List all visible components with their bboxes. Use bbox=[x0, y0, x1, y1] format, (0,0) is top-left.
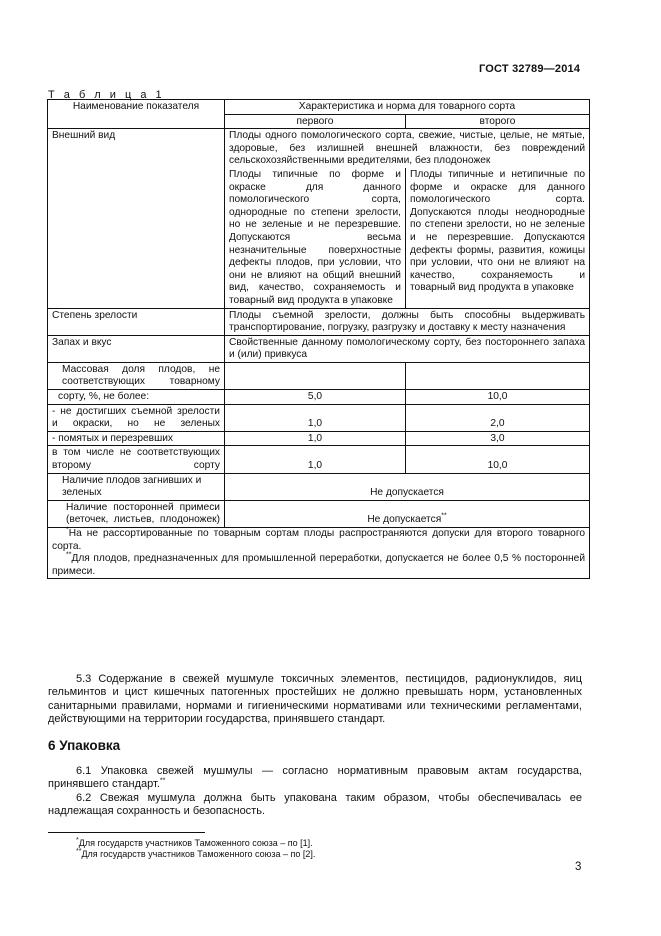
note-1-mark: * bbox=[66, 526, 69, 534]
appearance-second: Плоды типичные и нетипичные по форме и окраске для данного помологического сорта. Допускаются плоды неоднородные по степени зрелости, но не зеленые и не перезревшие. Допускаются дефекты формы, развития, кожицы при условии, что они не влияют на качество, сохраняемость и товарный вид продукта в упаковке bbox=[406, 168, 590, 308]
footnote-2-mark: ** bbox=[76, 848, 82, 855]
paragraph-5-3 bbox=[48, 673, 582, 727]
requirements-table bbox=[47, 99, 590, 579]
table-caption: Т а б л и ц а 1 bbox=[48, 89, 165, 101]
mass-fraction-label-line1: Массовая доля плодов, не соответствующих товарному bbox=[62, 363, 220, 388]
paragraph-6-2 bbox=[48, 792, 582, 819]
footnote-2-text: Для государств участников Таможенного союза – по [2]. bbox=[81, 849, 316, 859]
ripeness-value: Плоды съемной зрелости, должны быть способны выдерживать транспортирование, погрузку, разгрузку и доставку к месту назначения bbox=[225, 308, 590, 335]
table-note-2 bbox=[52, 553, 585, 578]
table-row bbox=[48, 446, 590, 473]
header-first-grade: первого bbox=[225, 114, 406, 129]
header-indicator: Наименование показателя bbox=[48, 100, 225, 129]
appearance-common: Плоды одного помологического сорта, свежие, чистые, целые, не мятые, здоровые, без излишней внешней влажности, без повреждений сельскохозяйственными вредителями, без плодоножек bbox=[225, 129, 590, 168]
table-row bbox=[48, 362, 590, 389]
table-note-1 bbox=[52, 528, 585, 553]
note-1-text: На не рассортированные по товарным сортам плоды распространяются допуски для второго товарного сорта. bbox=[52, 528, 586, 552]
table-row bbox=[48, 335, 590, 362]
mass-fraction-first: 5,0 bbox=[225, 390, 406, 405]
impurity-footnote-mark: ** bbox=[441, 513, 447, 521]
footnote-1-mark: * bbox=[76, 837, 79, 844]
mass-fraction-label-line2: сорту, %, не более: bbox=[48, 390, 225, 405]
row-label-immature: - не достигших съемной зрелости и окраски, но не зеленых bbox=[48, 404, 225, 431]
row-label-ripeness: Степень зрелости bbox=[48, 308, 225, 335]
empty-cell bbox=[406, 362, 590, 389]
paragraph-6-2-text: 6.2 Свежая мушмула должна быть упакована таким образом, чтобы обеспечивалась ее надлежащая сохранность и безопасность. bbox=[48, 792, 582, 818]
page-number: 3 bbox=[575, 861, 582, 873]
footnote-separator bbox=[48, 832, 205, 833]
table-row bbox=[48, 404, 590, 431]
footnote-2 bbox=[76, 849, 315, 860]
mass-fraction-second: 10,0 bbox=[406, 390, 590, 405]
immature-second: 2,0 bbox=[406, 404, 590, 431]
footnote-1-text: Для государств участников Таможенного союза – по [1]. bbox=[78, 838, 313, 848]
table-header-row bbox=[48, 100, 590, 115]
row-label-appearance: Внешний вид bbox=[48, 129, 225, 308]
paragraph-5-3-text: 5.3 Содержание в свежей мушмуле токсичных элементов, пестицидов, радионуклидов, яиц гельминтов и цист кишечных патогенных простейших не должно превышать норм, установленных санитарными правилами, нормами и гигиеническими нормативами или техническими регламентами, действующими на территории государства, принявшего стандарт. bbox=[48, 673, 582, 726]
table-row bbox=[48, 473, 590, 500]
empty-cell bbox=[225, 362, 406, 389]
note-2-text: Для плодов, предназначенных для промышленной переработки, допускается не более 0,5 % посторонней примеси. bbox=[52, 553, 586, 577]
impurity-value-cell bbox=[225, 500, 590, 527]
second-grade-second: 10,0 bbox=[406, 446, 590, 473]
paragraph-6-1-text: 6.1 Упаковка свежей мушмулы — согласно нормативным правовым актам государства, принявшего стандарт. bbox=[48, 765, 582, 791]
table-row bbox=[48, 129, 590, 168]
appearance-first: Плоды типичные по форме и окраске для данного помологического сорта, однородные по степени зрелости, но не зеленые и не перезревшие. Допускаются весьма незначительные поверхностные дефекты плодов, при условии, что они не влияют на общий внешний вид, качество, сохраняемость и товарный вид продукта в упаковке bbox=[225, 168, 406, 308]
table-row bbox=[48, 390, 590, 405]
header-second-grade: второго bbox=[406, 114, 590, 129]
second-grade-first: 1,0 bbox=[225, 446, 406, 473]
paragraph-6-1 bbox=[48, 765, 582, 792]
row-label-mass-fraction bbox=[48, 362, 225, 389]
footnote-1 bbox=[76, 838, 313, 849]
row-label-impurity: Наличие посторонней примеси (веточек, листьев, плодоножек) bbox=[48, 500, 225, 527]
table-notes bbox=[48, 528, 590, 579]
standard-number: ГОСТ 32789—2014 bbox=[479, 63, 581, 75]
rotten-value: Не допускается bbox=[225, 473, 590, 500]
table-row bbox=[48, 308, 590, 335]
paragraph-6-1-mark: ** bbox=[159, 777, 166, 785]
section-6-title: 6 Упаковка bbox=[48, 738, 121, 753]
impurity-value: Не допускается bbox=[367, 514, 442, 526]
header-characteristic: Характеристика и норма для товарного сорта bbox=[225, 100, 590, 115]
bruised-first: 1,0 bbox=[225, 431, 406, 446]
immature-first: 1,0 bbox=[225, 404, 406, 431]
note-2-mark: ** bbox=[66, 551, 72, 559]
table-row bbox=[48, 500, 590, 527]
row-label-smell: Запах и вкус bbox=[48, 335, 225, 362]
row-label-second-grade: в том числе не соответствующих второму сорту bbox=[48, 446, 225, 473]
bruised-second: 3,0 bbox=[406, 431, 590, 446]
table-row bbox=[48, 431, 590, 446]
row-label-bruised: - помятых и перезревших bbox=[48, 431, 225, 446]
row-label-rotten: Наличие плодов загнивших и зеленых bbox=[48, 473, 225, 500]
smell-value: Свойственные данному помологическому сорту, без постороннего запаха и (или) привкуса bbox=[225, 335, 590, 362]
table-notes-row bbox=[48, 528, 590, 579]
